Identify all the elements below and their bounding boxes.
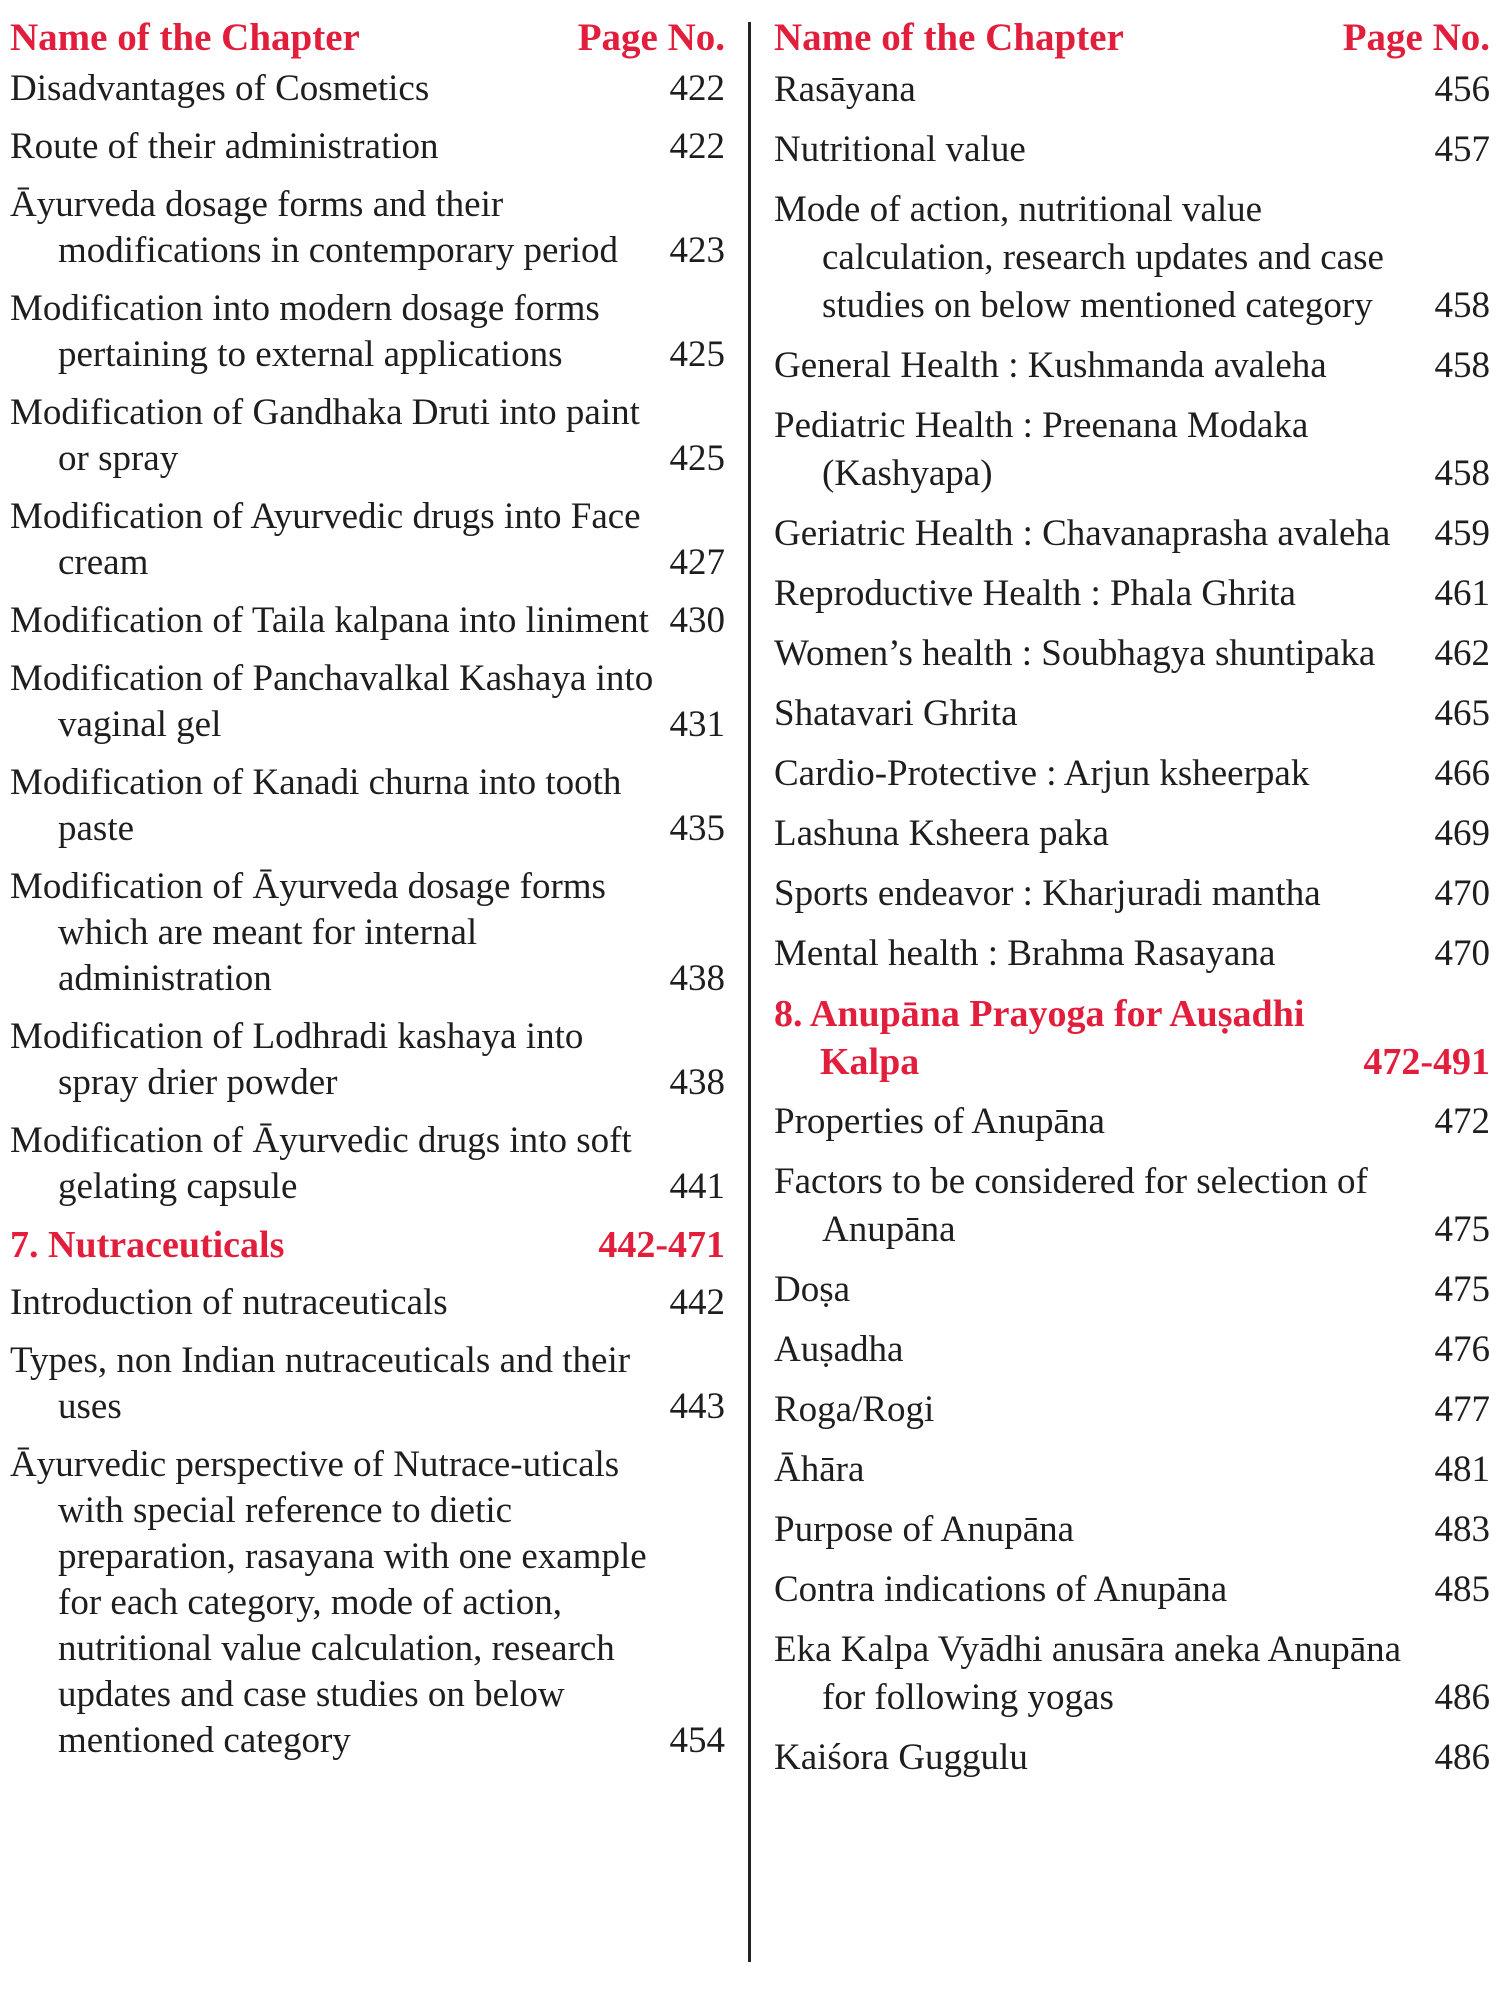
toc-entry-page: 458 — [1434, 453, 1490, 494]
toc-entry-page: 422 — [669, 68, 725, 109]
toc-entry-title: Rasāyana — [774, 69, 916, 110]
toc-entry — [774, 510, 1490, 558]
toc-entry-title: Purpose of Anupāna — [774, 1509, 1075, 1550]
toc-entry — [774, 186, 1490, 330]
toc-entry-title: Cardio-Protective : Arjun ksheerpak — [774, 753, 1310, 794]
toc-entry — [10, 598, 725, 644]
toc-entry-page: 442-471 — [598, 1224, 725, 1266]
toc-entry-title: Contra indications of Anupāna — [774, 1569, 1228, 1610]
toc-entry-title: Mode of action, nutritional value calculation, research updates and case studies on below mentioned category — [774, 189, 1384, 326]
toc-entry — [10, 1338, 725, 1430]
toc-entry-title: Modification of Gandhaka Druti into paint or spray — [10, 392, 640, 479]
toc-entry-page: 483 — [1434, 1509, 1490, 1550]
toc-column-right — [774, 10, 1490, 1794]
toc-entry-title: General Health : Kushmanda avaleha — [774, 345, 1327, 386]
toc-entry-title: Factors to be considered for selection of Anupāna — [774, 1161, 1368, 1250]
toc-entry — [10, 66, 725, 112]
column-header — [10, 10, 725, 66]
toc-entry-title: Shatavari Ghrita — [774, 693, 1018, 734]
toc-entry — [10, 286, 725, 378]
toc-entry-page: 475 — [1434, 1269, 1490, 1310]
toc-entry-page: 422 — [669, 126, 725, 167]
toc-entry-page: 459 — [1434, 513, 1490, 554]
toc-entry — [774, 810, 1490, 858]
toc-entry-page: 442 — [669, 1282, 725, 1323]
toc-entry — [774, 690, 1490, 738]
toc-entry-page: 466 — [1434, 753, 1490, 794]
toc-entry-title: Route of their administration — [10, 126, 439, 167]
toc-entry-title: Modification of Kanadi churna into tooth paste — [10, 762, 622, 849]
toc-entry-title: 8. Anupāna Prayoga for Auṣadhi Kalpa — [774, 993, 1305, 1083]
toc-entry — [774, 1266, 1490, 1314]
toc-entry-title: Modification into modern dosage forms pertaining to external applications — [10, 288, 600, 375]
toc-entry — [774, 750, 1490, 798]
toc-entry-title: Roga/Rogi — [774, 1389, 935, 1430]
toc-entry — [774, 1626, 1490, 1722]
toc-entry-page: 431 — [669, 704, 725, 745]
toc-entry — [10, 760, 725, 852]
toc-entry-page: 461 — [1434, 573, 1490, 614]
toc-entry-title: Mental health : Brahma Rasayana — [774, 933, 1276, 974]
toc-entry — [10, 124, 725, 170]
toc-entry-title: Modification of Lodhradi kashaya into spray drier powder — [10, 1016, 584, 1103]
toc-entry — [774, 402, 1490, 498]
toc-entry-title: Modification of Taila kalpana into liniment — [10, 600, 649, 641]
toc-entry — [774, 1386, 1490, 1434]
toc-entry-page: 457 — [1434, 129, 1490, 170]
toc-entry-page: 475 — [1434, 1209, 1490, 1250]
toc-entry — [774, 870, 1490, 918]
toc-entry-page: 472 — [1434, 1101, 1490, 1142]
toc-entry-title: Types, non Indian nutraceuticals and their uses — [10, 1340, 631, 1427]
toc-entry-page: 462 — [1434, 633, 1490, 674]
toc-section-heading — [10, 1222, 725, 1268]
toc-entry-page: 427 — [669, 542, 725, 583]
header-chapter-label: Name of the Chapter — [10, 16, 360, 59]
toc-entry-page: 477 — [1434, 1389, 1490, 1430]
toc-entry — [774, 570, 1490, 618]
toc-entry-title: Auṣadha — [774, 1329, 904, 1370]
toc-entry-page: 469 — [1434, 813, 1490, 854]
toc-entry-title: Modification of Panchavalkal Kashaya into vaginal gel — [10, 658, 654, 745]
header-page-label: Page No. — [577, 16, 725, 59]
toc-entry — [774, 630, 1490, 678]
toc-entry-page: 458 — [1434, 285, 1490, 326]
toc-entry — [10, 494, 725, 586]
toc-entry — [774, 1566, 1490, 1614]
toc-entry — [774, 1158, 1490, 1254]
toc-entry-title: Kaiśora Guggulu — [774, 1737, 1028, 1778]
column-divider — [748, 22, 751, 1962]
toc-entry — [774, 342, 1490, 390]
toc-entry — [10, 1014, 725, 1106]
toc-entry-title: 7. Nutraceuticals — [10, 1224, 285, 1266]
toc-entry-page: 430 — [669, 600, 725, 641]
toc-entry-page: 441 — [669, 1166, 725, 1207]
toc-entry-page: 454 — [669, 1720, 725, 1761]
toc-entry — [10, 864, 725, 1002]
toc-entry — [774, 1446, 1490, 1494]
toc-entry-page: 481 — [1434, 1449, 1490, 1490]
toc-entry-page: 423 — [669, 230, 725, 271]
toc-entry — [10, 390, 725, 482]
toc-entry-page: 438 — [669, 958, 725, 999]
toc-entry-page: 486 — [1434, 1677, 1490, 1718]
toc-entry-title: Āhāra — [774, 1449, 865, 1490]
toc-entry-page: 425 — [669, 438, 725, 479]
column-header — [774, 10, 1490, 66]
toc-entry-title: Women’s health : Soubhagya shuntipaka — [774, 633, 1376, 674]
toc-entry — [10, 1280, 725, 1326]
toc-entry — [10, 182, 725, 274]
toc-entry — [774, 1506, 1490, 1554]
toc-entry-title: Modification of Ayurvedic drugs into Face cream — [10, 496, 641, 583]
toc-entry — [774, 126, 1490, 174]
toc-entry-title: Reproductive Health : Phala Ghrita — [774, 573, 1296, 614]
toc-entry-page: 486 — [1434, 1737, 1490, 1778]
header-chapter-label: Name of the Chapter — [774, 16, 1124, 59]
toc-entry-title: Āyurveda dosage forms and their modifications in contemporary period — [10, 184, 618, 271]
toc-entry-page: 456 — [1434, 69, 1490, 110]
toc-entry — [774, 1098, 1490, 1146]
toc-entry — [10, 1118, 725, 1210]
toc-entry-page: 458 — [1434, 345, 1490, 386]
toc-entry-page: 470 — [1434, 933, 1490, 974]
header-page-label: Page No. — [1342, 16, 1490, 59]
toc-entry — [774, 1326, 1490, 1374]
toc-entry-title: Eka Kalpa Vyādhi anusāra aneka Anupāna for following yogas — [774, 1629, 1402, 1718]
toc-column-left — [10, 10, 725, 1776]
toc-entry-page: 472-491 — [1363, 1041, 1490, 1083]
toc-entry-title: Doṣa — [774, 1269, 851, 1310]
toc-entry-page: 438 — [669, 1062, 725, 1103]
toc-entry-title: Introduction of nutraceuticals — [10, 1282, 448, 1323]
toc-entry-page: 476 — [1434, 1329, 1490, 1370]
toc-section-heading — [774, 990, 1490, 1086]
toc-entry-title: Geriatric Health : Chavanaprasha avaleha — [774, 513, 1391, 554]
toc-entry-page: 443 — [669, 1386, 725, 1427]
toc-list-right — [774, 66, 1490, 1782]
toc-entry — [774, 66, 1490, 114]
toc-entry-title: Properties of Anupāna — [774, 1101, 1105, 1142]
toc-entry-title: Nutritional value — [774, 129, 1026, 170]
toc-entry-page: 470 — [1434, 873, 1490, 914]
toc-entry-page: 425 — [669, 334, 725, 375]
toc-entry — [774, 930, 1490, 978]
toc-entry-page: 465 — [1434, 693, 1490, 734]
toc-entry — [10, 1442, 725, 1764]
toc-entry-title: Sports endeavor : Kharjuradi mantha — [774, 873, 1321, 914]
toc-entry-page: 485 — [1434, 1569, 1490, 1610]
toc-entry-title: Modification of Āyurveda dosage forms which are meant for internal administration — [10, 866, 606, 999]
toc-entry-page: 435 — [669, 808, 725, 849]
toc-entry-title: Disadvantages of Cosmetics — [10, 68, 430, 109]
toc-entry-title: Lashuna Ksheera paka — [774, 813, 1109, 854]
toc-list-left — [10, 66, 725, 1764]
toc-entry — [774, 1734, 1490, 1782]
toc-entry-title: Āyurvedic perspective of Nutrace-uticals with special reference to dietic preparation, rasayana with one example for each category, mode of action, nutritional value calculation, research updates and case studies on below mentioned category — [10, 1444, 647, 1761]
toc-entry-title: Modification of Āyurvedic drugs into soft gelating capsule — [10, 1120, 632, 1207]
toc-entry-title: Pediatric Health : Preenana Modaka (Kashyapa) — [774, 405, 1309, 494]
toc-entry — [10, 656, 725, 748]
